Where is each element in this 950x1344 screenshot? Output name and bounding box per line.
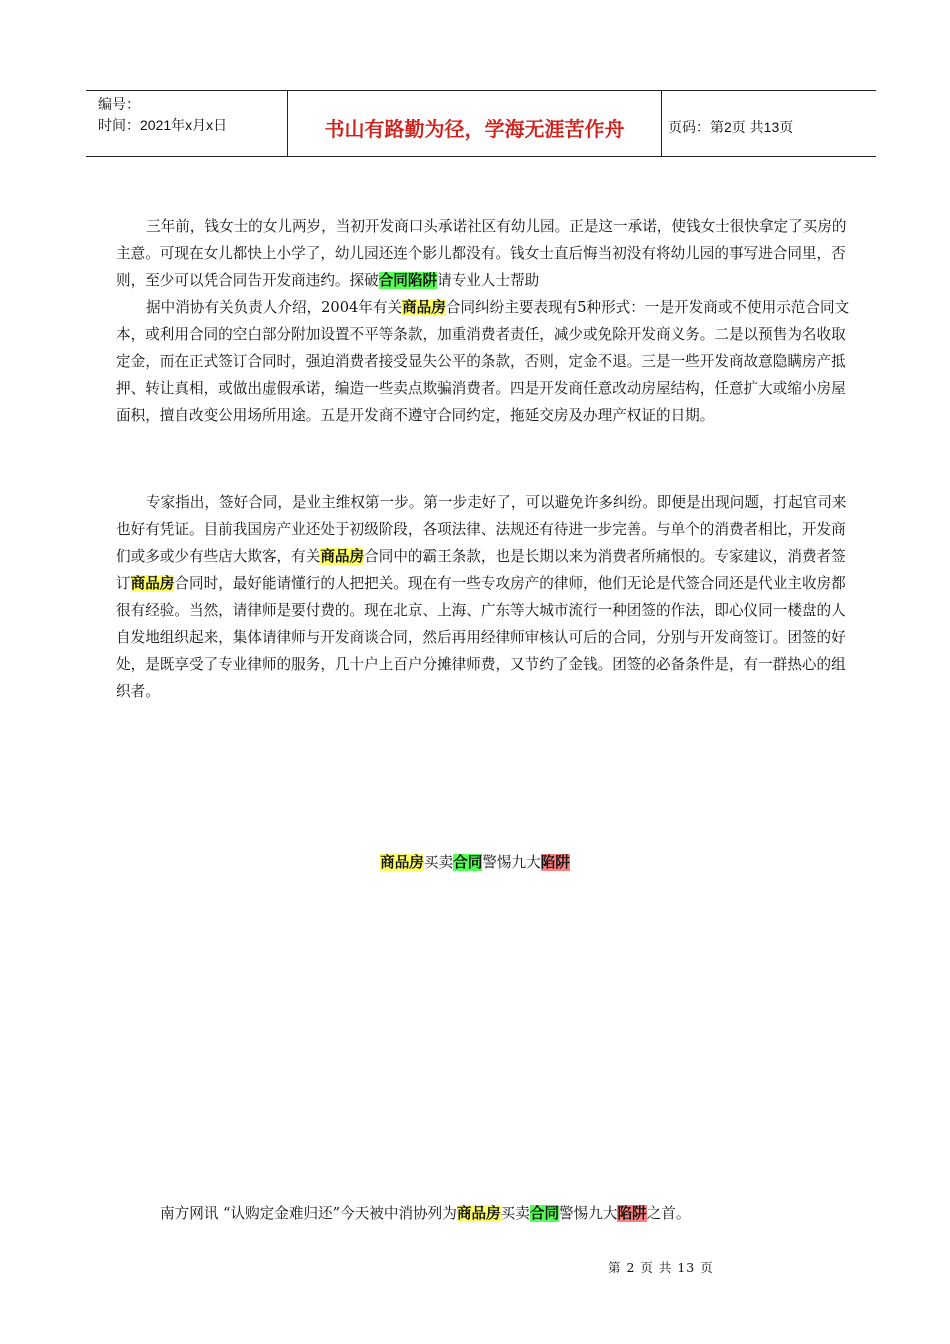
- highlight-commodity-house: 商品房: [130, 575, 175, 592]
- paragraph-1-text: 三年前，钱女士的女儿两岁，当初开发商口头承诺社区有幼儿园。正是这一承诺，使钱女士很快拿定了买房的主意。可现在女儿都快上小学了，幼儿园还连个影儿都没有。钱女士直后悔当初没有将幼儿园的事写进合同里，否则，至少可以凭合同告开发商违约。探破: [116, 218, 847, 289]
- paragraph-3-text-b: 合同中的霸王条款，也是长期以来为消费者所痛恨的。专家建议，消费者签订: [116, 548, 846, 592]
- header-motto: 书山有路勤为径，学海无涯苦作舟: [288, 91, 662, 156]
- title-word-5: 陷阱: [540, 854, 570, 871]
- lead-highlight-1: 商品房: [456, 1205, 501, 1222]
- paragraph-3-text-a: 专家指出，签好合同，是业主维权第一步。第一步走好了，可以避免许多纠纷。即便是出现问题，打起官司来也好有凭证。目前我国房产业还处于初级阶段，各项法律、法规还有待进一步完善。与单个的消费者相比，开发商们或多或少有些店大欺客，有关: [116, 494, 847, 565]
- title-word-4: 警惕九大: [482, 854, 541, 871]
- lead-highlight-2: 合同: [529, 1205, 560, 1222]
- number-label: 编号：: [98, 96, 140, 112]
- highlight-contract-trap: 合同陷阱: [378, 272, 438, 289]
- lead-text-a: 南方网讯 “认购定金难归还”今天被中消协列为: [160, 1205, 457, 1222]
- paragraph-1: [116, 213, 854, 294]
- lead-text-d: 之首。: [646, 1205, 691, 1222]
- paragraph-2-text-b: 合同纠纷主要表现有5种形式：一是开发商或不使用示范合同文本，或利用合同的空白部分附加设置不平等条款，加重消费者责任，减少或免除开发商义务。二是以预售为名收取定金，而在正式签订合同时，强迫消费者接受显失公平的条款，否则，定金不退。三是一些开发商故意隐瞒房产抵押、转让真相，或做出虚假承诺，编造一些卖点欺骗消费者。四是开发商任意改动房屋结构，任意扩大或缩小房屋面积，擅自改变公用场所用途。五是开发商不遵守合同约定，拖延交房及办理产权证的日期。: [116, 299, 850, 424]
- title-word-2: 买卖: [423, 854, 454, 871]
- lead-highlight-3: 陷阱: [617, 1205, 647, 1222]
- paragraph-3-text-c: 合同时，最好能请懂行的人把把关。现在有一些专攻房产的律师，他们无论是代签合同还是代业主收房都很有经验。当然，请律师是要付费的。现在北京、上海、广东等大城市流行一种团签的作法，即心仪同一楼盘的人自发地组织起来，集体请律师与开发商谈合同，然后再用经律师审核认可后的合同，分别与开发商签订。团签的好处，是既享受了专业律师的服务，几十户上百户分摊律师费，又节约了金钱。团签的必备条件是，有一群热心的组织者。: [116, 575, 846, 700]
- lead-sentence: [160, 1202, 690, 1223]
- page-footer: 第 2 页 共 13 页: [608, 1260, 714, 1275]
- section-title: [0, 851, 950, 872]
- title-word-1: 商品房: [380, 854, 424, 871]
- header-page-code: 页码：第2页 共13页: [668, 118, 794, 135]
- lead-text-b: 买卖: [500, 1205, 530, 1222]
- page-header: [86, 90, 876, 157]
- highlight-commodity-house: 商品房: [320, 548, 365, 565]
- header-meta: [86, 91, 288, 156]
- time-label: 时间：2021年x月x日: [98, 117, 228, 133]
- highlight-commodity-house: 商品房: [402, 299, 446, 316]
- paragraph-2-text-a: 据中消协有关负责人介绍，2004年有关: [146, 299, 403, 316]
- paragraph-3: [116, 489, 854, 705]
- paragraph-2: [116, 294, 854, 429]
- lead-text-c: 警惕九大: [559, 1205, 618, 1222]
- title-word-3: 合同: [453, 854, 483, 871]
- paragraph-1-tail: 请专业人士帮助: [437, 272, 540, 289]
